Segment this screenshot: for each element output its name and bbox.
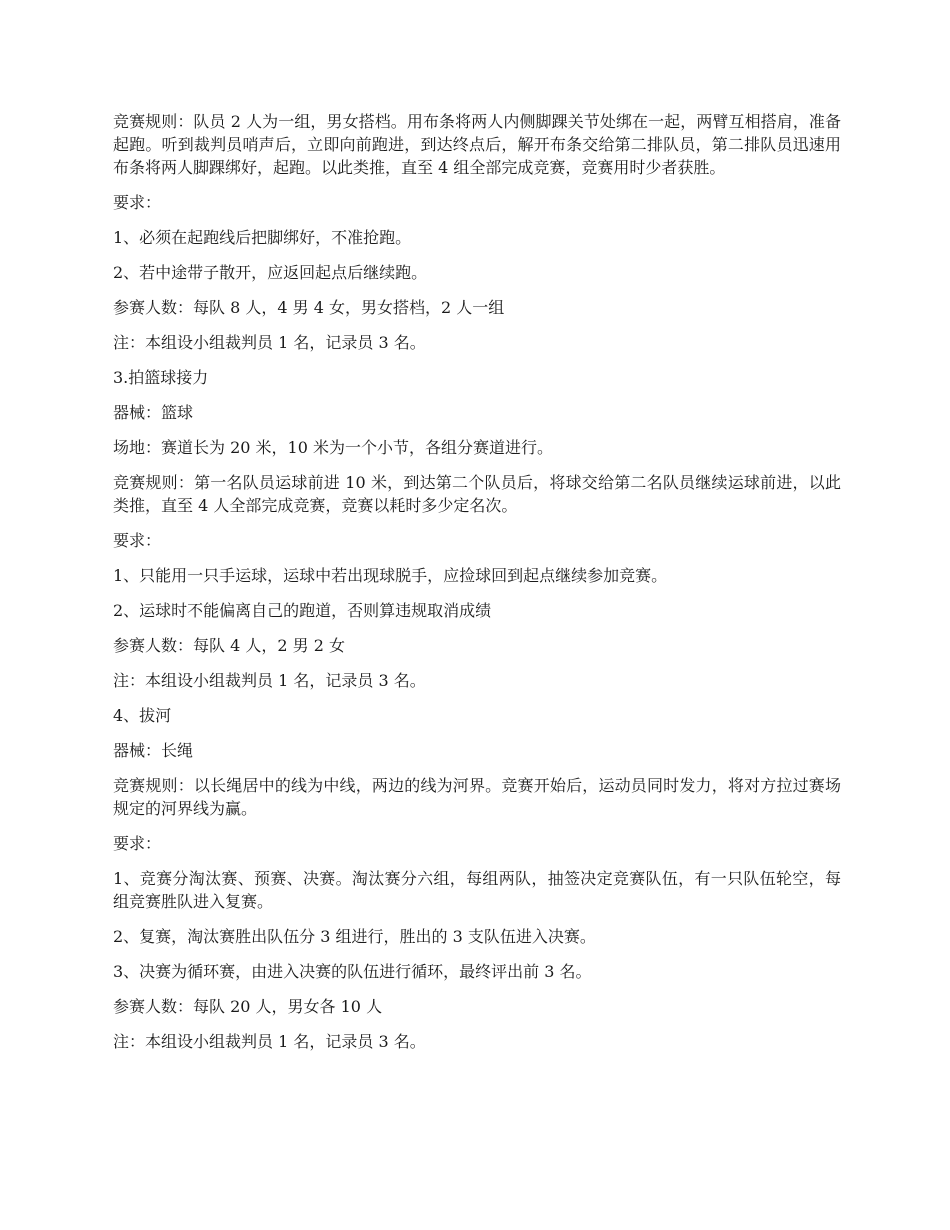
participants-line: 参赛人数：每队 4 人，2 男 2 女	[113, 636, 345, 655]
requirement-item: 2、运球时不能偏离自己的跑道，否则算违规取消成绩	[113, 601, 492, 620]
venue-line: 场地：赛道长为 20 米，10 米为一个小节，各组分赛道进行。	[113, 438, 553, 457]
section-heading-tug-of-war: 4、拔河	[113, 706, 172, 725]
section-heading-basketball-relay: 3.拍篮球接力	[113, 368, 209, 387]
participants-line: 参赛人数：每队 8 人，4 男 4 女，男女搭档，2 人一组	[113, 298, 505, 317]
note-line: 注：本组设小组裁判员 1 名，记录员 3 名。	[113, 671, 426, 690]
note-line: 注：本组设小组裁判员 1 名，记录员 3 名。	[113, 333, 426, 352]
requirement-item: 1、竞赛分淘汰赛、预赛、决赛。淘汰赛分六组，每组两队，抽签决定竞赛队伍，有一只队伍轮空，每组竞赛胜队进入复赛。	[113, 869, 841, 911]
equipment-line: 器械：长绳	[113, 741, 194, 760]
requirement-item: 2、若中途带子散开，应返回起点后继续跑。	[113, 263, 428, 282]
requirement-item: 2、复赛，淘汰赛胜出队伍分 3 组进行，胜出的 3 支队伍进入决赛。	[113, 927, 596, 946]
tug-of-war-rules-paragraph: 竞赛规则：以长绳居中的线为中线，两边的线为河界。竞赛开始后，运动员同时发力，将对方拉过赛场规定的河界线为赢。	[113, 776, 841, 818]
requirement-item: 1、必须在起跑线后把脚绑好，不准抢跑。	[113, 228, 412, 247]
requirements-heading: 要求：	[113, 531, 162, 550]
note-line: 注：本组设小组裁判员 1 名，记录员 3 名。	[113, 1032, 426, 1051]
document-page	[113, 110, 841, 1065]
requirements-heading: 要求：	[113, 834, 162, 853]
participants-line: 参赛人数：每队 20 人，男女各 10 人	[113, 997, 383, 1016]
equipment-line: 器械：篮球	[113, 403, 194, 422]
basketball-rules-paragraph: 竞赛规则：第一名队员运球前进 10 米，到达第二个队员后，将球交给第二名队员继续运球前进，以此类推，直至 4 人全部完成竞赛，竞赛以耗时多少定名次。	[113, 473, 841, 515]
requirements-heading: 要求：	[113, 193, 162, 212]
requirement-item: 1、只能用一只手运球，运球中若出现球脱手，应捡球回到起点继续参加竞赛。	[113, 566, 668, 585]
relay-rules-paragraph: 竞赛规则：队员 2 人为一组，男女搭档。用布条将两人内侧脚踝关节处绑在一起，两臂互相搭肩，准备起跑。听到裁判员哨声后，立即向前跑进，到达终点后，解开布条交给第二排队员，第二排队员迅速用布条将两人脚踝绑好，起跑。以此类推，直至 4 组全部完成竞赛，竞赛用时少者获胜。	[113, 112, 841, 177]
requirement-item: 3、决赛为循环赛，由进入决赛的队伍进行循环，最终评出前 3 名。	[113, 962, 592, 981]
